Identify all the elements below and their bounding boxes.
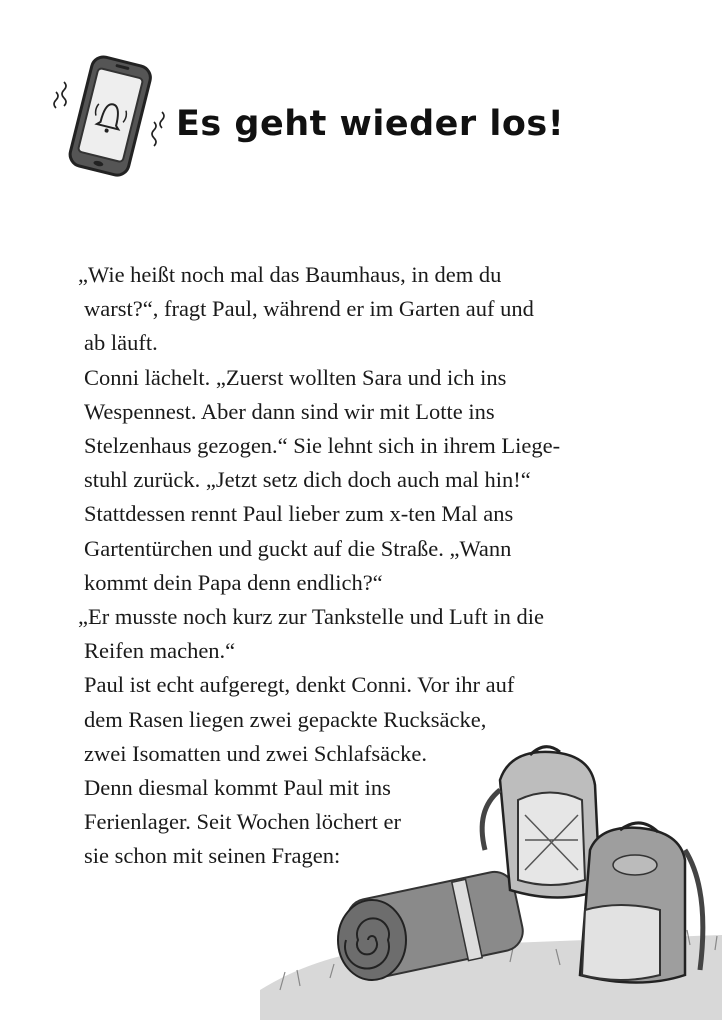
text-line: ab läuft.	[84, 330, 158, 356]
text-line: Ferienlager. Seit Wochen löchert er	[84, 809, 402, 835]
text-line: Wespennest. Aber dann sind wir mit Lotte ins	[84, 398, 495, 424]
text-line: Conni lächelt. „Zuerst wollten Sara und ich ins	[84, 364, 507, 390]
backpack-right	[580, 823, 703, 983]
text-line: Paul ist echt aufgeregt, denkt Conni. Vor ihr auf	[84, 672, 515, 698]
text-line: dem Rasen liegen zwei gepackte Rucksäcke,	[84, 706, 487, 732]
text-line: stuhl zurück. „Jetzt setz dich doch auch mal hin!“	[84, 467, 531, 493]
text-line: Denn diesmal kommt Paul mit ins	[84, 775, 391, 801]
text-line: Reifen machen.“	[84, 638, 236, 664]
text-line: Gartentürchen und guckt auf die Straße. „Wann	[84, 535, 512, 561]
text-line: warst?“, fragt Paul, während er im Garten auf und	[84, 296, 534, 322]
backpacks-and-sleeping-mat-illustration	[260, 740, 722, 1020]
text-line: „Wie heißt noch mal das Baumhaus, in dem du	[78, 262, 502, 287]
text-line: Stattdessen rennt Paul lieber zum x-ten Mal ans	[84, 501, 514, 527]
text-line: Stelzenhaus gezogen.“ Sie lehnt sich in ihrem Liege-	[84, 433, 561, 459]
text-line: „Er musste noch kurz zur Tankstelle und Luft in die	[78, 604, 545, 630]
chapter-title: Es geht wieder los!	[176, 104, 565, 144]
text-line: sie schon mit seinen Fragen:	[84, 843, 341, 869]
vibrating-phone-icon	[50, 52, 170, 182]
text-line: kommt dein Papa denn endlich?“	[84, 569, 383, 595]
text-line: zwei Isomatten und zwei Schlafsäcke.	[84, 740, 427, 766]
